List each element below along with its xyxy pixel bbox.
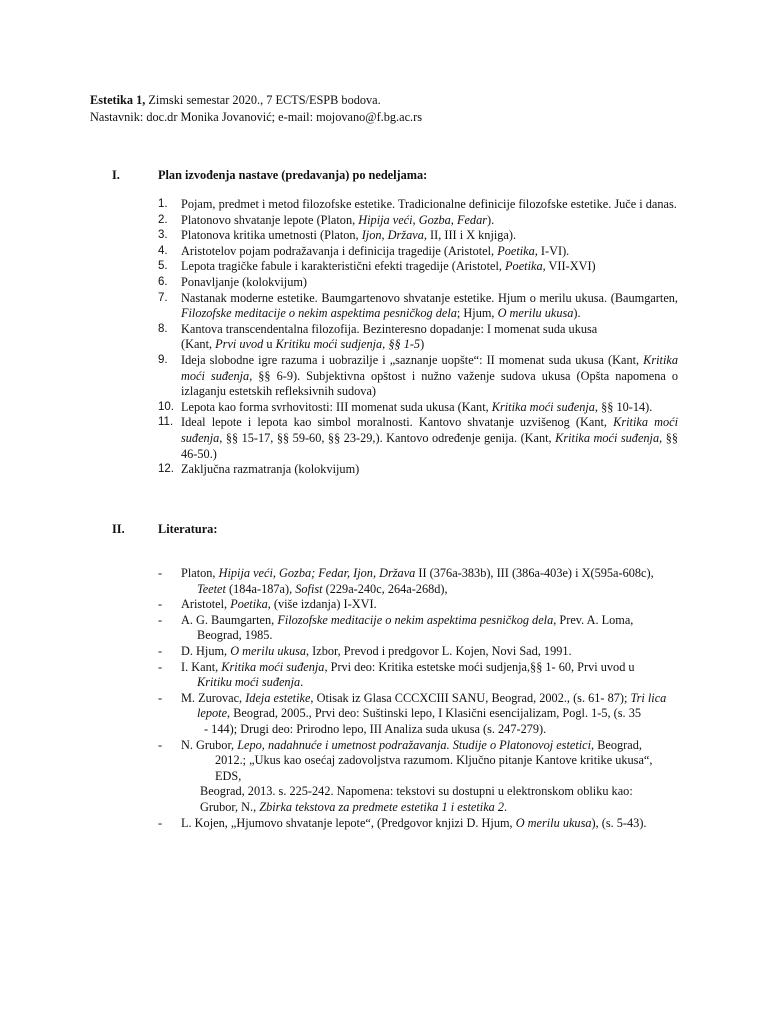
list-item: 11. Ideal lepote i lepota kao simbol moralnosti. Kantovo shvatanje uzvišenog (Kant, Kritika moći suđenja, §§ 15-17, §§ 59-60, §§ 23-29,). Kantovo određenje genija. (Kant, Kritika moći suđenja, §§ 46-50.): [158, 415, 679, 461]
list-item: - D. Hjum, O merilu ukusa, Izbor, Prevod i predgovor L. Kojen, Novi Sad, 1991.: [158, 643, 572, 658]
list-item: 8. Kantova transcendentalna filozofija. Bezinteresno dopadanje: I momenat suda ukusa (Kant, Prvi uvod u Kritiku moći sudjenja, §§ 1-5): [158, 321, 598, 352]
list-item: - M. Zurovac, Ideja estetike, Otisak iz Glasa CCCXCIII SANU, Beograd, 2002., (s. 61- 87); Tri lica lepote, Beograd, 2005., Prvi deo: Suštinski lepo, I Klasični esencijalizam, Pogl. 1-5, (s. 35 - 144); Drugi deo: Prirodno lepo, III Analiza suda ukusa (s. 247-279).: [158, 690, 667, 736]
lecture-plan-list: [158, 197, 678, 478]
list-item: 1. Pojam, predmet i metod filozofske estetike. Tradicionalne definicije filozofske estetike. Juče i danas.: [158, 197, 677, 211]
list-item: 9. Ideja slobodne igre razuma i uobrazilje i „saznanje uopšte“: II momenat suda ukusa (Kant, Kritika moći suđenja, §§ 6-9). Subjektivna opštost i nužno važenje sudova ukusa (Opšta napomena o izlaganju estetskih refleksivnih sudova): [158, 352, 678, 399]
list-item: - Platon, Hipija veći, Gozba; Fedar, Ijon, Država II (376a-383b), III (386a-403e) i X(595a-608c), Teetet (184a-187a), Sofist (229a-240c, 264a-268d),: [158, 566, 654, 596]
section-2-number: II.: [112, 522, 125, 536]
section-1-title: Plan izvođenja nastave (predavanja) po nedeljama:: [158, 168, 428, 182]
list-item: 12. Zaključna razmatranja (kolokvijum): [158, 462, 360, 477]
section-2-title: Literatura:: [158, 522, 218, 536]
section-1-number: I.: [112, 168, 120, 182]
list-item: 2. Platonovo shvatanje lepote (Platon, Hipija veći, Gozba, Fedar).: [158, 212, 495, 227]
teacher-line: Nastavnik: doc.dr Monika Jovanović; e-mail: mojovano@f.bg.ac.rs: [90, 110, 422, 124]
list-item: 6. Ponavljanje (kolokvijum): [158, 274, 308, 289]
course-details: Zimski semestar 2020., 7 ECTS/ESPB bodova.: [145, 93, 381, 107]
list-item: 3. Platonova kritika umetnosti (Platon, Ijon, Država, II, III i X knjiga).: [158, 228, 517, 243]
course-line: [90, 92, 422, 109]
course-name: Estetika 1,: [90, 93, 146, 107]
list-item: 4. Aristotelov pojam podražavanja i definicija tragedije (Aristotel, Poetika, I-VI).: [158, 243, 570, 258]
list-item: - L. Kojen, „Hjumovo shvatanje lepote“, (Predgovor knjizi D. Hjum, O merilu ukusa), (s. 5-43).: [158, 815, 647, 830]
list-item: - N. Grubor, Lepo, nadahnuće i umetnost podražavanja. Studije o Platonovoj estetici, Beograd, 2012.; „Ukus kao osećaj zadovoljstva razumom. Ključno pitanje Kantove kritike ukusa“, EDS, Beograd, 2013. s. 225-242. Napomena: tekstovi su dostupni u elektronskom obliku kao: Grubor, N., Zbirka tekstova za predmete estetika 1 i estetika 2.: [158, 737, 653, 814]
list-item: - Aristotel, Poetika, (više izdanja) I-XVI.: [158, 597, 377, 612]
course-header: [90, 92, 422, 126]
list-item: - I. Kant, Kritika moći suđenja, Prvi deo: Kritika estetske moći sudjenja,§§ 1- 60, Prvi uvod u Kritiku moći suđenja.: [158, 659, 635, 690]
list-item: 5. Lepota tragičke fabule i karakteristični efekti tragedije (Aristotel, Poetika, VII-XVI): [158, 259, 596, 274]
list-item: - A. G. Baumgarten, Filozofske meditacije o nekim aspektima pesničkog dela, Prev. A. Loma, Beograd, 1985.: [158, 612, 634, 643]
literature-list: [158, 566, 678, 831]
list-item: 7. Nastanak moderne estetike. Baumgartenovo shvatanje estetike. Hjum o merilu ukusa. (Baumgarten, Filozofske meditacije o nekim aspektima pesničkog dela; Hjum, O merilu ukusa).: [158, 290, 678, 321]
list-item: 10. Lepota kao forma svrhovitosti: III momenat suda ukusa (Kant, Kritika moći suđenja, §§ 10-14).: [158, 399, 653, 414]
